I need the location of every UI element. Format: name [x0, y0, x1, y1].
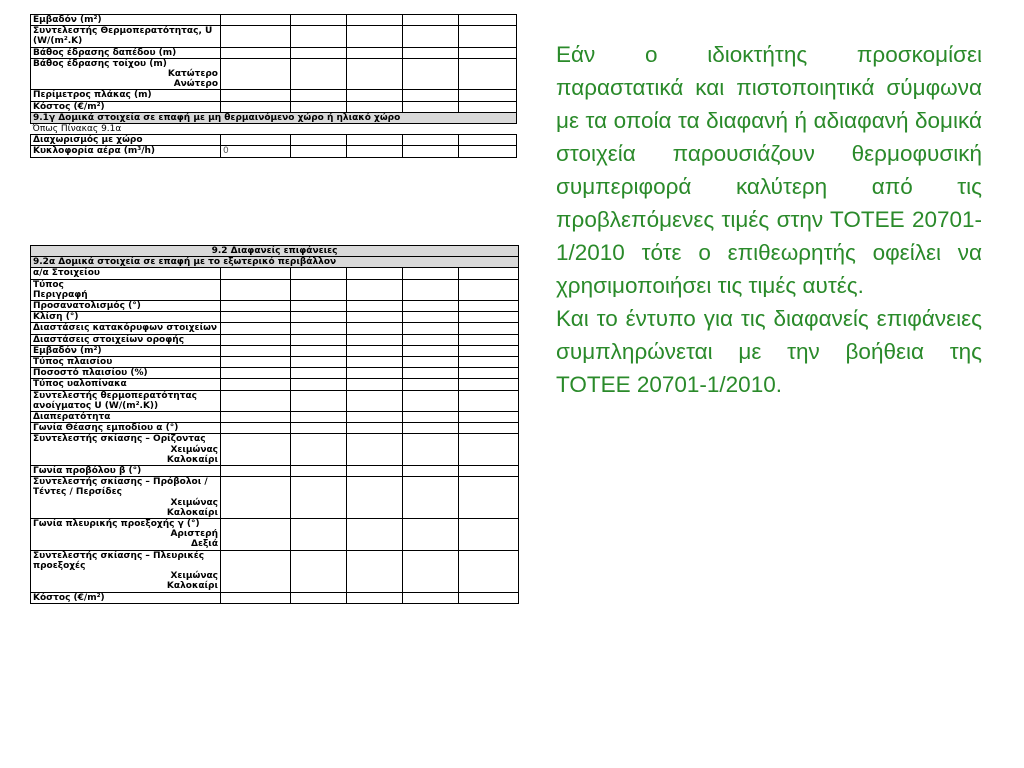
value-cell[interactable] — [347, 423, 403, 434]
value-cell[interactable] — [221, 345, 291, 356]
value-cell[interactable] — [347, 301, 403, 312]
table-row — [31, 323, 519, 334]
value-cell[interactable] — [459, 334, 519, 345]
value-cell[interactable] — [347, 135, 403, 146]
value-cell[interactable] — [291, 368, 347, 379]
row-sublabel: Κατώτερο — [167, 69, 218, 80]
row-label-cell — [31, 268, 221, 279]
row-label: Εμβαδόν (m²) — [33, 15, 102, 25]
row-label-cell — [31, 390, 221, 411]
value-cell[interactable] — [459, 550, 519, 592]
value-cell[interactable] — [291, 26, 347, 47]
row-sublabel: Καλοκαίρι — [166, 507, 218, 518]
value-cell[interactable] — [291, 301, 347, 312]
value-cell[interactable] — [221, 26, 291, 47]
title-row — [31, 246, 519, 257]
row-label-cell — [31, 279, 221, 300]
row-label-cell — [31, 334, 221, 345]
table-row — [31, 146, 517, 157]
value-cell[interactable] — [291, 323, 347, 334]
row-label-cell — [31, 519, 221, 551]
row-label-cell — [31, 592, 221, 603]
value-cell[interactable] — [459, 47, 517, 58]
value-cell[interactable] — [347, 90, 403, 101]
value-cell[interactable] — [459, 368, 519, 379]
table-row — [31, 15, 517, 26]
row-label: Συντελεστής θερμοπερατότητας ανοίγματος U (W/(m².K)) — [33, 390, 197, 411]
value-cell[interactable] — [347, 477, 403, 519]
value-cell[interactable] — [403, 323, 459, 334]
value-cell[interactable] — [291, 434, 347, 466]
value-cell[interactable] — [291, 279, 347, 300]
value-cell[interactable] — [459, 423, 519, 434]
value-cell[interactable] — [459, 146, 517, 157]
section-header: 9.2α Δομικά στοιχεία σε επαφή με το εξωτερικό περιβάλλον — [31, 257, 519, 268]
value-cell[interactable] — [347, 47, 403, 58]
row-label-cell — [31, 466, 221, 477]
table-row — [31, 334, 519, 345]
value-cell[interactable] — [403, 368, 459, 379]
value-cell[interactable] — [291, 58, 347, 90]
row-label-cell — [31, 323, 221, 334]
value-cell[interactable] — [221, 90, 291, 101]
value-cell[interactable] — [221, 279, 291, 300]
row-label-cell — [31, 301, 221, 312]
value-cell[interactable] — [221, 47, 291, 58]
value-cell[interactable] — [459, 390, 519, 411]
row-label: Προσανατολισμός (°) — [33, 301, 141, 312]
value-cell[interactable] — [403, 301, 459, 312]
row-label-cell — [31, 345, 221, 356]
value-cell[interactable] — [291, 146, 347, 157]
row-label: Συντελεστής Θερμοπερατότητας, U (W/(m².K) — [33, 26, 213, 47]
value-cell[interactable] — [291, 466, 347, 477]
value-cell[interactable] — [459, 434, 519, 466]
value-cell[interactable] — [221, 268, 291, 279]
row-label-cell — [31, 47, 221, 58]
row-sublabel: Ανώτερο — [173, 79, 218, 90]
row-label: Κλίση (°) — [33, 312, 79, 323]
value-cell[interactable] — [291, 312, 347, 323]
value-cell[interactable] — [459, 519, 519, 551]
table-row — [31, 268, 519, 279]
value-cell[interactable] — [347, 592, 403, 603]
value-cell[interactable] — [347, 268, 403, 279]
table-row — [31, 279, 519, 300]
table-row — [31, 90, 517, 101]
row-sublabel: Καλοκαίρι — [166, 581, 218, 592]
row-label: Τύπος υαλοπίνακα — [33, 379, 127, 390]
value-cell[interactable] — [291, 90, 347, 101]
row-label: Εμβαδόν (m²) — [33, 345, 102, 356]
value-cell[interactable] — [403, 477, 459, 519]
row-label: Διαστάσεις κατακόρυφων στοιχείων — [33, 323, 218, 334]
value-cell[interactable] — [221, 101, 291, 112]
row-label: Βάθος έδρασης δαπέδου (m) — [33, 47, 177, 58]
value-cell[interactable] — [403, 26, 459, 47]
row-label: Γωνία πλευρικής προεξοχής γ (°) — [33, 519, 200, 530]
value-cell[interactable] — [291, 357, 347, 368]
table-row — [31, 58, 517, 90]
value-cell[interactable] — [403, 334, 459, 345]
row-label-cell — [31, 146, 221, 157]
row-label-cell — [31, 312, 221, 323]
table-row — [31, 101, 517, 112]
value-cell[interactable] — [347, 368, 403, 379]
row-label-cell — [31, 550, 221, 592]
value-cell[interactable] — [221, 592, 291, 603]
table-row — [31, 26, 517, 47]
explanatory-note — [556, 38, 982, 401]
value-cell[interactable] — [291, 268, 347, 279]
table-row — [31, 379, 519, 390]
row-label-cell — [31, 101, 221, 112]
row-label: Βάθος έδρασης τοίχου (m) — [33, 58, 167, 69]
note-paragraph-1: Εάν ο ιδιοκτήτης προσκομίσει παραστατικά και πιστοποιητικά σύμφωνα με τα οποία τα διαφανή ή αδιαφανή δομικά στοιχεία παρουσιάζουν θερμοφυσική συμπεριφορά καλύτερη από τις προβλεπόμενες τιμές στην ΤΟΤΕΕ 20701-1/2010 τότε ο επιθεωρητής οφείλει να χρησιμοποιήσει τις τιμές αυτές. — [556, 42, 982, 298]
row-label-cell — [31, 26, 221, 47]
value-cell[interactable] — [291, 550, 347, 592]
table-row — [31, 477, 519, 519]
value-cell[interactable] — [347, 58, 403, 90]
value-cell[interactable] — [221, 550, 291, 592]
value-cell[interactable] — [221, 135, 291, 146]
value-cell[interactable] — [459, 323, 519, 334]
value-cell[interactable] — [291, 519, 347, 551]
value-cell[interactable] — [347, 26, 403, 47]
row-label: Κυκλοφορία αέρα (m³/h) — [33, 146, 156, 157]
row-label: Κόστος (€/m²) — [33, 592, 105, 603]
value-cell[interactable] — [403, 390, 459, 411]
row-label-cell — [31, 15, 221, 26]
row-label: Διαπερατότητα — [33, 412, 111, 423]
row-label: Διαχωρισμός με χώρο — [33, 135, 143, 146]
value-cell[interactable] — [459, 312, 519, 323]
value-cell[interactable] — [347, 334, 403, 345]
value-cell[interactable] — [221, 434, 291, 466]
section-row — [31, 112, 517, 123]
row-sublabel: Χειμώνας — [170, 571, 218, 582]
value-cell[interactable] — [291, 477, 347, 519]
row-sublabel: Καλοκαίρι — [166, 454, 218, 465]
row-label: Ποσοστό πλαισίου (%) — [33, 368, 148, 379]
note-paragraph-2: Και το έντυπο για τις διαφανείς επιφάνειες συμπληρώνεται με την βοήθεια της ΤΟΤΕΕ 20701-1/2010. — [556, 306, 982, 397]
table-row — [31, 345, 519, 356]
row-label: α/α Στοιχείου — [33, 268, 100, 279]
value-cell[interactable]: 0 — [221, 146, 291, 157]
table-row — [31, 519, 519, 551]
value-cell[interactable] — [221, 423, 291, 434]
table-row — [31, 312, 519, 323]
table-row — [31, 412, 519, 423]
value-cell[interactable] — [347, 466, 403, 477]
table-title: 9.2 Διαφανείς επιφάνειες — [31, 246, 519, 257]
value-cell[interactable] — [459, 466, 519, 477]
value-cell[interactable] — [403, 550, 459, 592]
value-cell[interactable] — [403, 47, 459, 58]
value-cell[interactable] — [291, 423, 347, 434]
value-cell[interactable] — [347, 15, 403, 26]
value-cell[interactable] — [347, 379, 403, 390]
value-cell[interactable] — [291, 15, 347, 26]
row-label: Γωνία Θέασης εμποδίου α (°) — [33, 423, 179, 434]
value-cell[interactable] — [291, 592, 347, 603]
table-row — [31, 423, 519, 434]
transparent-surfaces-table — [30, 245, 519, 604]
value-cell[interactable] — [291, 334, 347, 345]
value-cell[interactable] — [403, 345, 459, 356]
value-cell[interactable] — [221, 301, 291, 312]
row-label: Διαστάσεις στοιχείων οροφής — [33, 334, 185, 345]
row-label-cell — [31, 477, 221, 519]
row-label-cell — [31, 135, 221, 146]
value-cell[interactable] — [221, 15, 291, 26]
value-cell[interactable] — [403, 592, 459, 603]
row-label-cell — [31, 423, 221, 434]
table-row — [31, 301, 519, 312]
row-label-cell — [31, 379, 221, 390]
row-label: Συντελεστής σκίασης – Πρόβολοι / Τέντες / Περσίδες — [33, 477, 208, 498]
value-cell[interactable] — [459, 15, 517, 26]
section-header: 9.1γ Δομικά στοιχεία σε επαφή με μη θερμαινόμενο χώρο ή ηλιακό χώρο — [31, 112, 517, 123]
value-cell[interactable] — [221, 477, 291, 519]
value-cell[interactable] — [221, 519, 291, 551]
value-cell[interactable] — [403, 423, 459, 434]
value-cell[interactable] — [221, 412, 291, 423]
table-row — [31, 390, 519, 411]
value-cell[interactable] — [221, 368, 291, 379]
value-cell[interactable] — [221, 357, 291, 368]
value-cell[interactable] — [291, 345, 347, 356]
value-cell[interactable] — [221, 58, 291, 90]
value-cell[interactable] — [221, 379, 291, 390]
value-cell[interactable] — [221, 323, 291, 334]
value-cell[interactable] — [221, 390, 291, 411]
value-cell[interactable] — [291, 47, 347, 58]
value-cell[interactable] — [459, 101, 517, 112]
row-label-cell — [31, 58, 221, 90]
row-label-cell — [31, 368, 221, 379]
row-label-2: Περιγραφή — [33, 289, 88, 300]
value-cell[interactable] — [347, 550, 403, 592]
value-cell[interactable] — [403, 58, 459, 90]
table-note: Όπως Πίνακας 9.1α — [32, 124, 122, 135]
row-sublabel: Χειμώνας — [170, 497, 218, 508]
value-cell[interactable] — [347, 345, 403, 356]
table-row — [31, 592, 519, 603]
row-label-cell — [31, 357, 221, 368]
value-cell[interactable] — [291, 101, 347, 112]
table-row — [31, 434, 519, 466]
value-cell[interactable] — [347, 519, 403, 551]
row-label: Περίμετρος πλάκας (m) — [33, 90, 152, 101]
value-cell[interactable] — [459, 58, 517, 90]
table-row — [31, 135, 517, 146]
value-cell[interactable] — [403, 146, 459, 157]
value-cell[interactable] — [347, 390, 403, 411]
table-row — [31, 47, 517, 58]
value-cell[interactable] — [403, 15, 459, 26]
value-cell[interactable] — [459, 301, 519, 312]
row-label: Τύπος — [33, 279, 64, 290]
row-sublabel: Δεξιά — [191, 539, 218, 550]
value-cell[interactable] — [221, 312, 291, 323]
row-label: Συντελεστής σκίασης – Πλευρικές προεξοχές — [33, 550, 205, 571]
value-cell[interactable] — [403, 434, 459, 466]
value-cell[interactable] — [459, 357, 519, 368]
value-cell[interactable] — [347, 101, 403, 112]
value-cell[interactable] — [459, 135, 517, 146]
section-row — [31, 257, 519, 268]
value-cell[interactable] — [403, 135, 459, 146]
value-cell[interactable] — [291, 390, 347, 411]
value-cell[interactable] — [403, 357, 459, 368]
row-label: Τύπος πλαισίου — [33, 357, 113, 368]
value-cell[interactable] — [403, 379, 459, 390]
value-cell[interactable] — [459, 592, 519, 603]
value-cell[interactable] — [459, 268, 519, 279]
opaque-elements-table — [30, 14, 517, 158]
value-cell[interactable] — [459, 477, 519, 519]
value-cell[interactable] — [347, 312, 403, 323]
value-cell[interactable] — [459, 26, 517, 47]
row-sublabel: Χειμώνας — [170, 444, 218, 455]
value-cell[interactable] — [403, 412, 459, 423]
value-cell[interactable] — [221, 466, 291, 477]
table-row — [31, 368, 519, 379]
value-cell[interactable] — [459, 412, 519, 423]
value-cell[interactable] — [459, 279, 519, 300]
row-label-cell — [31, 434, 221, 466]
row-label-cell — [31, 412, 221, 423]
row-label: Κόστος (€/m²) — [33, 101, 105, 112]
value-cell[interactable] — [459, 90, 517, 101]
value-cell[interactable] — [347, 412, 403, 423]
value-cell[interactable] — [291, 379, 347, 390]
table-row — [31, 550, 519, 592]
row-sublabel: Αριστερή — [170, 529, 218, 540]
value-cell[interactable] — [403, 101, 459, 112]
value-cell[interactable] — [291, 412, 347, 423]
value-cell[interactable] — [459, 379, 519, 390]
value-cell[interactable] — [403, 312, 459, 323]
value-cell[interactable] — [221, 334, 291, 345]
value-cell[interactable] — [403, 519, 459, 551]
value-cell[interactable] — [347, 434, 403, 466]
value-cell[interactable] — [347, 323, 403, 334]
table-row — [31, 357, 519, 368]
table-row — [31, 466, 519, 477]
value-cell[interactable] — [403, 466, 459, 477]
value-cell[interactable] — [403, 279, 459, 300]
row-label: Γωνία προβόλου β (°) — [33, 466, 142, 477]
value-cell[interactable] — [291, 135, 347, 146]
row-label: Συντελεστής σκίασης – Ορίζοντας — [33, 434, 206, 445]
value-cell[interactable] — [459, 345, 519, 356]
row-label-cell — [31, 90, 221, 101]
value-cell[interactable] — [347, 357, 403, 368]
value-cell[interactable] — [403, 268, 459, 279]
value-cell[interactable] — [347, 146, 403, 157]
value-cell[interactable] — [403, 90, 459, 101]
note-row — [31, 124, 517, 135]
value-cell[interactable] — [347, 279, 403, 300]
